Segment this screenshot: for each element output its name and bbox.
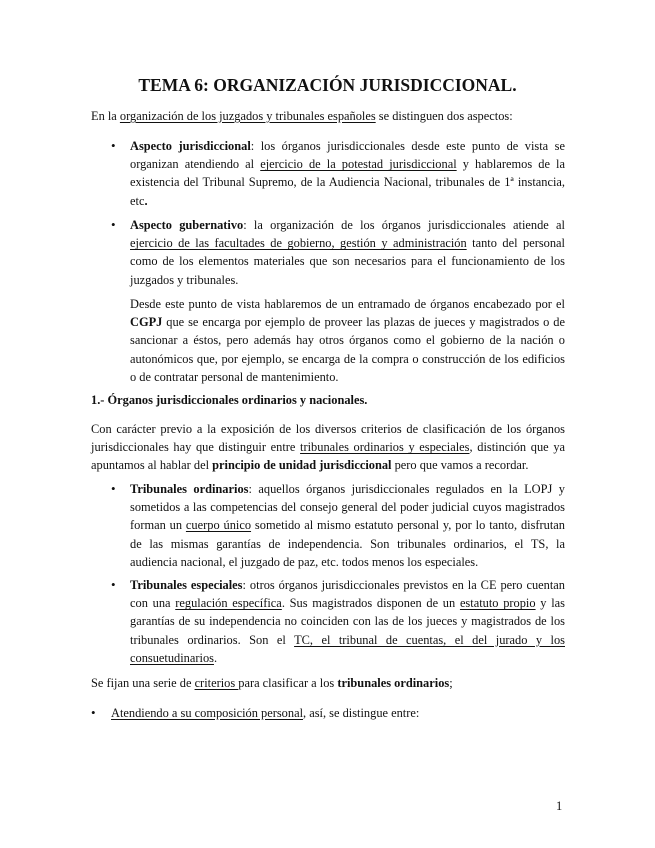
aspect-gubernativo-paragraph: Aspecto gubernativo: la organización de los órganos jurisdiccionales atiende al ejercicio de las facultades de gobierno, gestión y administración tanto del personal como de los elementos materiales que son necesarios para el funcionamiento de los juzgados y tribunales. (130, 218, 565, 287)
bullet-icon: • (111, 577, 116, 592)
tribunales-ordinarios-paragraph: Tribunales ordinarios: aquellos órganos jurisdiccionales regulados en la LOPJ y sometidos a las competencias del consejo general del poder judicial cuyos magistrados forman un cuerpo único sometido al mismo estatuto personal y, por lo tanto, disfrutan de las mismas garantías de independencia. Son tribunales ordinarios, el TS, la audiencia nacional, el juzgado de paz, etc. todos menos los especiales. (130, 482, 565, 569)
bullet-icon: • (111, 481, 116, 496)
section-heading: 1.- Órganos jurisdiccionales ordinarios y nacionales. (91, 393, 368, 407)
aspect-jurisdiccional-term: Aspecto jurisdiccional (130, 139, 251, 153)
tribunales-especiales-paragraph: Tribunales especiales: otros órganos jurisdiccionales previstos en la CE pero cuentan con una regulación específica. Sus magistrados disponen de un estatuto propio y las garantías de su independencia no coinciden con las de los jueces y magistrados de los tribunales ordinarios. Son el TC, el tribunal de cuentas, el del jurado y los consuetudinarios. (130, 578, 566, 665)
bullet-icon: • (111, 138, 116, 153)
composicion-list-item: Atendiendo a su composición personal, así, se distingue entre: (111, 706, 420, 720)
page-number: 1 (556, 799, 563, 813)
bullet-icon: • (91, 705, 96, 720)
bullet-icon: • (111, 217, 116, 232)
tribunales-ordinarios-term: Tribunales ordinarios (130, 482, 249, 496)
tribunales-especiales-term: Tribunales especiales (130, 578, 243, 592)
intro-underlined-text: organización de los juzgados y tribunales españoles (119, 109, 376, 123)
aspect-gubernativo-term: Aspecto gubernativo (130, 218, 244, 232)
section-intro-paragraph: Con carácter previo a la exposición de los diversos criterios de clasificación de los órganos jurisdiccionales hay que distinguir entre tribunales ordinarios y especiales, distinción que ya apuntamos al hablar del principio de unidad jurisdiccional pero que vamos a recordar. (91, 422, 566, 473)
criterios-paragraph: Se fijan una serie de criterios para clasificar a los tribunales ordinarios; (91, 676, 453, 690)
gubernativo-detail-paragraph: Desde este punto de vista hablaremos de un entramado de órganos encabezado por el CGPJ que se encarga por ejemplo de proveer las plazas de jueces y magistrados o de sancionar a éstos, pero además hay otros órganos como el gobierno de la nación o autonómicos que, por ejemplo, se encarga de la compra o construcción de los edificios o de contratar personal de mantenimiento. (130, 297, 565, 384)
cgpj-term: CGPJ (130, 315, 163, 330)
page-title: TEMA 6: ORGANIZACIÓN JURISDICCIONAL. (138, 75, 517, 95)
intro-paragraph: En la organización de los juzgados y tribunales españoles se distinguen dos aspectos: (91, 109, 513, 123)
aspect-jurisdiccional-paragraph: Aspecto jurisdiccional: los órganos jurisdiccionales desde este punto de vista se organizan atendiendo al ejercicio de la potestad jurisdiccional y hablaremos de la existencia del Tribunal Supremo, de la Audiencia Nacional, tribunales de 1ª instancia, etc. (130, 139, 565, 208)
